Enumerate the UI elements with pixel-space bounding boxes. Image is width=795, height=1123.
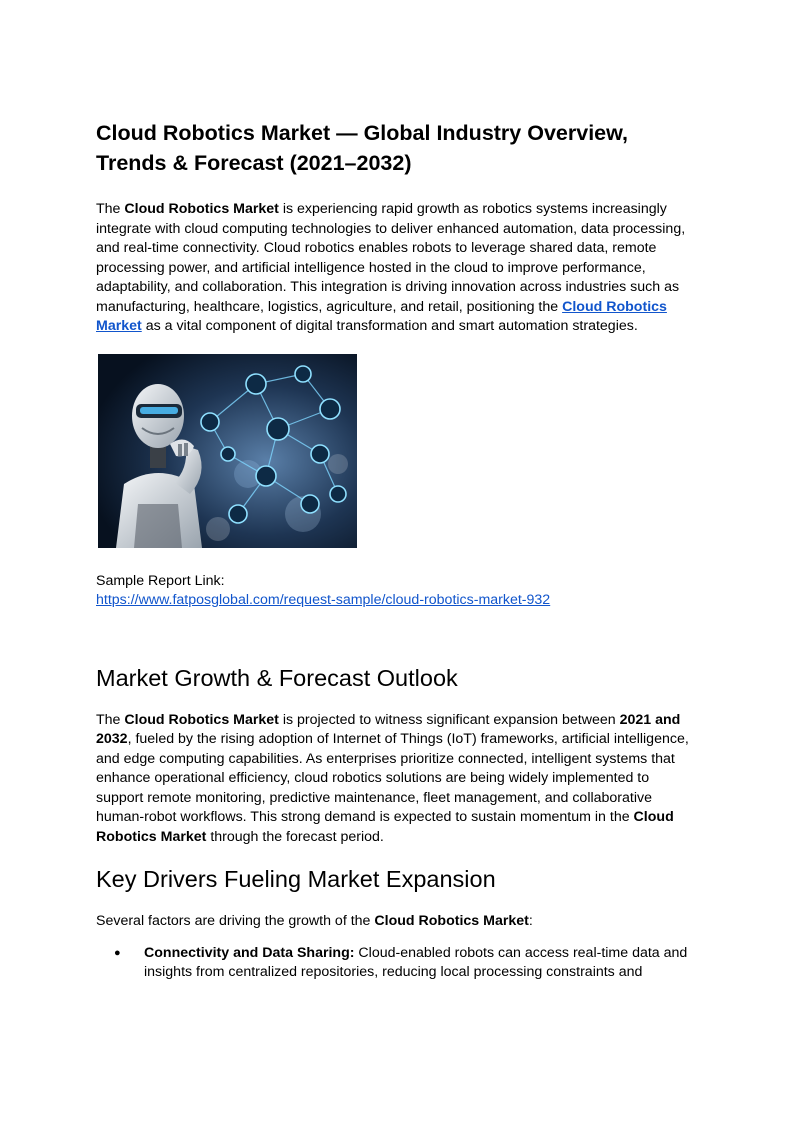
list-item xyxy=(96,944,700,983)
growth-text-3: , fueled by the rising adoption of Internet of Things (IoT) frameworks, artificial intelligence, and edge computing capabilities. As enterprises prioritize connected, intelligent systems that enhance operational efficiency, cloud robotics solutions are being widely implemented to support remote monitoring, predictive maintenance, fleet management, and collaborative human-robot workflows. This strong demand is expected to sustain momentum in the xyxy=(96,731,689,825)
cloud-robotics-market-link[interactable]: Cloud Robotics Market xyxy=(96,298,667,334)
sample-report-label: Sample Report Link: xyxy=(96,572,225,589)
humanoid-robot-network-image xyxy=(98,354,357,548)
intro-bold-1: Cloud Robotics Market xyxy=(124,201,279,217)
market-growth-paragraph xyxy=(96,711,700,848)
bullet-text: Cloud-enabled robots can access real-time data and insights from centralized repositories, reducing local processing constraints and xyxy=(144,944,688,980)
growth-bold-2: 2021 and 2032 xyxy=(96,711,681,747)
growth-text-2: is projected to witness significant expansion between xyxy=(278,711,620,728)
drivers-text-2: : xyxy=(528,913,533,929)
growth-text-4: through the forecast period. xyxy=(206,828,384,845)
drivers-text-1: Several factors are driving the growth of the xyxy=(96,913,375,929)
section-heading-market-growth: Market Growth & Forecast Outlook xyxy=(96,664,458,691)
bullet-bold: Connectivity and Data Sharing: xyxy=(144,944,355,961)
intro-paragraph xyxy=(96,200,700,337)
sample-report xyxy=(96,572,700,611)
sample-report-url-link[interactable]: https://www.fatposglobal.com/request-sample/cloud-robotics-market-932 xyxy=(96,592,551,608)
bullet-icon: ● xyxy=(114,946,121,959)
intro-text-1: The xyxy=(96,201,125,217)
intro-text-2: is experiencing rapid growth as robotics systems increasingly integrate with cloud computing technologies to deliver enhanced automation, data processing, and real-time connectivity. Cloud robotics enables robots to leverage shared data, remote processing power, and artificial intelligence hosted in the cloud to improve performance, adaptability, and collaboration. This integration is driving innovation across industries such as manufacturing, healthcare, logistics, agriculture, and retail, positioning the xyxy=(96,201,686,315)
document-title: Cloud Robotics Market — Global Industry Overview, Trends & Forecast (2021–2032) xyxy=(96,121,629,175)
growth-bold-3: Cloud Robotics Market xyxy=(96,809,674,845)
drivers-bold-1: Cloud Robotics Market xyxy=(374,913,529,929)
key-drivers-list xyxy=(96,944,700,983)
intro-text-3: as a vital component of digital transformation and smart automation strategies. xyxy=(141,318,638,334)
key-drivers-intro xyxy=(96,912,700,932)
growth-text-1: The xyxy=(96,711,125,728)
document-page xyxy=(96,118,700,983)
section-heading-key-drivers: Key Drivers Fueling Market Expansion xyxy=(96,866,496,892)
growth-bold-1: Cloud Robotics Market xyxy=(124,711,279,728)
